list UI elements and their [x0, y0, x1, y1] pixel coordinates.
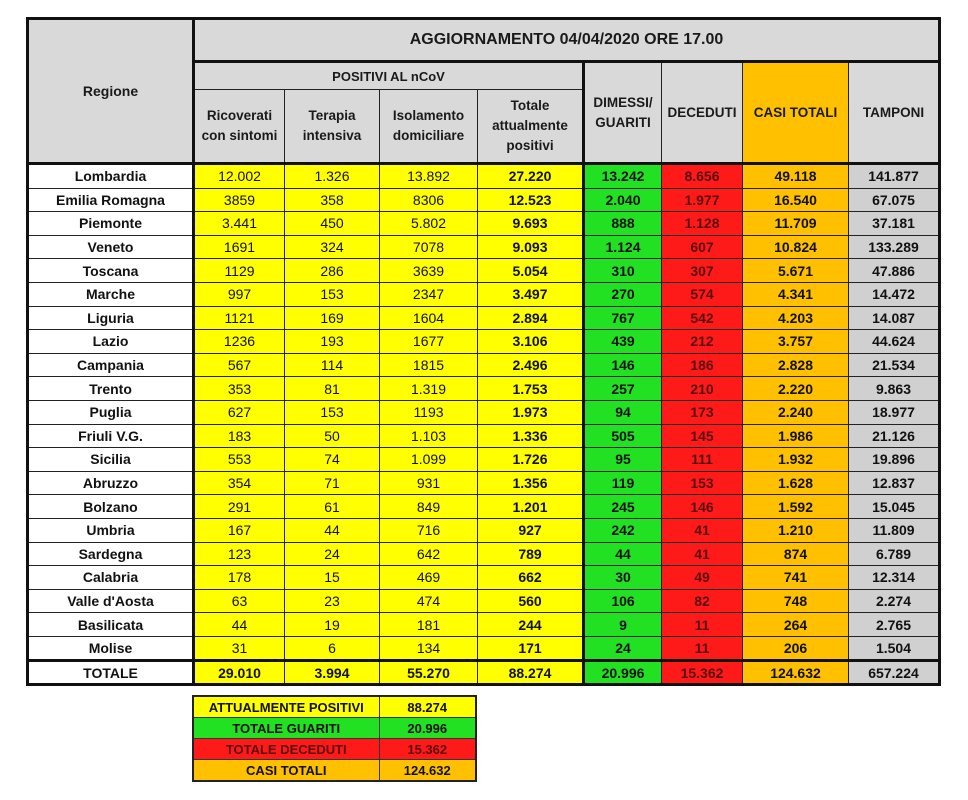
tamponi-cell: 14.087: [849, 306, 940, 330]
dimessi-cell: 270: [584, 282, 662, 306]
isolamento-cell: 5.802: [380, 212, 478, 236]
totale-deceduti-cell: 15.362: [662, 661, 743, 685]
ricoverati-cell: 12.002: [194, 164, 285, 189]
dimessi-cell: 439: [584, 330, 662, 354]
dimessi-cell: 119: [584, 471, 662, 495]
isolamento-cell: 134: [380, 636, 478, 661]
terapia-cell: 50: [285, 424, 380, 448]
totale-positivi-cell: 12.523: [478, 188, 584, 212]
isolamento-cell: 1677: [380, 330, 478, 354]
isolamento-cell: 849: [380, 495, 478, 519]
dimessi-cell: 94: [584, 400, 662, 424]
region-cell: Campania: [28, 353, 194, 377]
tamponi-cell: 1.504: [849, 636, 940, 661]
region-cell: Bolzano: [28, 495, 194, 519]
table-row: [28, 613, 940, 637]
totale-positivi-cell: 2.496: [478, 353, 584, 377]
isolamento-cell: 642: [380, 542, 478, 566]
tamponi-cell: 67.075: [849, 188, 940, 212]
region-cell: Lazio: [28, 330, 194, 354]
totale-positivi-cell: 1.973: [478, 400, 584, 424]
casi-totali-cell: 1.986: [743, 424, 849, 448]
region-column-header: Regione: [28, 19, 194, 164]
isolamento-cell: 3639: [380, 259, 478, 283]
tamponi-column-header: TAMPONI: [849, 62, 940, 164]
casi-totali-cell: 874: [743, 542, 849, 566]
summary-label: ATTUALMENTE POSITIVI: [193, 696, 379, 718]
dimessi-column-header: DIMESSI/ GUARITI: [584, 62, 662, 164]
terapia-cell: 74: [285, 448, 380, 472]
deceduti-column-header: DECEDUTI: [662, 62, 743, 164]
casi-totali-cell: 4.341: [743, 282, 849, 306]
totale-positivi-cell: 2.894: [478, 306, 584, 330]
dimessi-cell: 2.040: [584, 188, 662, 212]
terapia-cell: 358: [285, 188, 380, 212]
dimessi-cell: 106: [584, 589, 662, 613]
totale-totale-positivi-cell: 88.274: [478, 661, 584, 685]
summary-body: [193, 696, 476, 781]
dimessi-cell: 1.124: [584, 235, 662, 259]
region-cell: Lombardia: [28, 164, 194, 189]
tamponi-cell: 37.181: [849, 212, 940, 236]
table-row: [28, 471, 940, 495]
casi-totali-cell: 4.203: [743, 306, 849, 330]
ricoverati-cell: 3.441: [194, 212, 285, 236]
summary-value: 124.632: [379, 760, 476, 782]
totale-region-cell: TOTALE: [28, 661, 194, 685]
deceduti-cell: 8.656: [662, 164, 743, 189]
terapia-cell: 44: [285, 518, 380, 542]
totale-dimessi-cell: 20.996: [584, 661, 662, 685]
ricoverati-cell: 354: [194, 471, 285, 495]
deceduti-cell: 41: [662, 542, 743, 566]
summary-row: [193, 739, 476, 760]
totale-positivi-cell: 1.201: [478, 495, 584, 519]
casi-totali-column-header: CASI TOTALI: [743, 62, 849, 164]
terapia-cell: 15: [285, 566, 380, 590]
casi-totali-cell: 49.118: [743, 164, 849, 189]
totale-positivi-cell: 27.220: [478, 164, 584, 189]
terapia-cell: 450: [285, 212, 380, 236]
isolamento-cell: 1815: [380, 353, 478, 377]
table-row: [28, 542, 940, 566]
summary-value: 88.274: [379, 696, 476, 718]
region-cell: Sicilia: [28, 448, 194, 472]
terapia-cell: 24: [285, 542, 380, 566]
isolamento-cell: 716: [380, 518, 478, 542]
deceduti-cell: 11: [662, 613, 743, 637]
totale-positivi-cell: 5.054: [478, 259, 584, 283]
ricoverati-cell: 123: [194, 542, 285, 566]
summary-label: TOTALE GUARITI: [193, 718, 379, 739]
summary-row: [193, 696, 476, 718]
tamponi-cell: 19.896: [849, 448, 940, 472]
summary-label: CASI TOTALI: [193, 760, 379, 782]
terapia-cell: 81: [285, 377, 380, 401]
dimessi-cell: 242: [584, 518, 662, 542]
summary-value: 15.362: [379, 739, 476, 760]
dimessi-cell: 30: [584, 566, 662, 590]
terapia-cell: 23: [285, 589, 380, 613]
deceduti-cell: 1.128: [662, 212, 743, 236]
ricoverati-cell: 63: [194, 589, 285, 613]
region-cell: Basilicata: [28, 613, 194, 637]
deceduti-cell: 574: [662, 282, 743, 306]
table-row: [28, 636, 940, 661]
ricoverati-cell: 1121: [194, 306, 285, 330]
dimessi-cell: 24: [584, 636, 662, 661]
ricoverati-cell: 1691: [194, 235, 285, 259]
region-cell: Toscana: [28, 259, 194, 283]
summary-row: [193, 760, 476, 782]
summary-value: 20.996: [379, 718, 476, 739]
summary-table: [192, 695, 477, 782]
totale-positivi-cell: 789: [478, 542, 584, 566]
region-cell: Puglia: [28, 400, 194, 424]
isolamento-cell: 474: [380, 589, 478, 613]
terapia-cell: 193: [285, 330, 380, 354]
tamponi-cell: 21.534: [849, 353, 940, 377]
ricoverati-cell: 553: [194, 448, 285, 472]
deceduti-cell: 11: [662, 636, 743, 661]
deceduti-cell: 542: [662, 306, 743, 330]
table-row: [28, 353, 940, 377]
table-row: [28, 377, 940, 401]
casi-totali-cell: 206: [743, 636, 849, 661]
isolamento-cell: 1.103: [380, 424, 478, 448]
table-row: [28, 518, 940, 542]
dimessi-cell: 95: [584, 448, 662, 472]
tamponi-cell: 47.886: [849, 259, 940, 283]
deceduti-cell: 145: [662, 424, 743, 448]
deceduti-cell: 1.977: [662, 188, 743, 212]
isolamento-column-header: Isolamento domiciliare: [380, 90, 478, 164]
terapia-cell: 153: [285, 400, 380, 424]
table-row: [28, 448, 940, 472]
deceduti-cell: 146: [662, 495, 743, 519]
dimessi-cell: 505: [584, 424, 662, 448]
dimessi-cell: 310: [584, 259, 662, 283]
deceduti-cell: 111: [662, 448, 743, 472]
casi-totali-cell: 3.757: [743, 330, 849, 354]
deceduti-cell: 173: [662, 400, 743, 424]
ricoverati-cell: 183: [194, 424, 285, 448]
terapia-cell: 153: [285, 282, 380, 306]
isolamento-cell: 1.099: [380, 448, 478, 472]
ricoverati-cell: 997: [194, 282, 285, 306]
casi-totali-cell: 264: [743, 613, 849, 637]
dimessi-cell: 146: [584, 353, 662, 377]
terapia-cell: 71: [285, 471, 380, 495]
region-cell: Emilia Romagna: [28, 188, 194, 212]
ricoverati-cell: 3859: [194, 188, 285, 212]
ricoverati-cell: 44: [194, 613, 285, 637]
totale-positivi-column-header: Totale attualmente positivi: [478, 90, 584, 164]
terapia-cell: 114: [285, 353, 380, 377]
dimessi-cell: 9: [584, 613, 662, 637]
terapia-cell: 169: [285, 306, 380, 330]
isolamento-cell: 2347: [380, 282, 478, 306]
tamponi-cell: 11.809: [849, 518, 940, 542]
summary-row: [193, 718, 476, 739]
dimessi-cell: 888: [584, 212, 662, 236]
ricoverati-cell: 178: [194, 566, 285, 590]
ricoverati-cell: 1236: [194, 330, 285, 354]
isolamento-cell: 1193: [380, 400, 478, 424]
isolamento-cell: 181: [380, 613, 478, 637]
casi-totali-cell: 741: [743, 566, 849, 590]
table-body: [28, 164, 940, 685]
region-cell: Friuli V.G.: [28, 424, 194, 448]
deceduti-cell: 82: [662, 589, 743, 613]
tamponi-cell: 14.472: [849, 282, 940, 306]
ricoverati-cell: 31: [194, 636, 285, 661]
tamponi-cell: 9.863: [849, 377, 940, 401]
region-cell: Molise: [28, 636, 194, 661]
positivi-group-header: POSITIVI AL nCoV: [194, 62, 584, 90]
dimessi-cell: 13.242: [584, 164, 662, 189]
region-cell: Piemonte: [28, 212, 194, 236]
isolamento-cell: 469: [380, 566, 478, 590]
terapia-cell: 6: [285, 636, 380, 661]
tamponi-cell: 15.045: [849, 495, 940, 519]
region-cell: Abruzzo: [28, 471, 194, 495]
table-row: [28, 566, 940, 590]
region-cell: Valle d'Aosta: [28, 589, 194, 613]
isolamento-cell: 1.319: [380, 377, 478, 401]
tamponi-cell: 2.274: [849, 589, 940, 613]
totale-casi-totali-cell: 124.632: [743, 661, 849, 685]
isolamento-cell: 8306: [380, 188, 478, 212]
tamponi-cell: 141.877: [849, 164, 940, 189]
table-row: [28, 306, 940, 330]
region-cell: Umbria: [28, 518, 194, 542]
tamponi-cell: 44.624: [849, 330, 940, 354]
isolamento-cell: 13.892: [380, 164, 478, 189]
region-cell: Liguria: [28, 306, 194, 330]
totale-tamponi-cell: 657.224: [849, 661, 940, 685]
casi-totali-cell: 748: [743, 589, 849, 613]
casi-totali-cell: 2.220: [743, 377, 849, 401]
table-row: [28, 188, 940, 212]
ricoverati-column-header: Ricoverati con sintomi: [194, 90, 285, 164]
table-row: [28, 495, 940, 519]
ricoverati-cell: 167: [194, 518, 285, 542]
totale-positivi-cell: 1.336: [478, 424, 584, 448]
dimessi-cell: 245: [584, 495, 662, 519]
table-row: [28, 330, 940, 354]
tamponi-cell: 6.789: [849, 542, 940, 566]
isolamento-cell: 7078: [380, 235, 478, 259]
totale-positivi-cell: 927: [478, 518, 584, 542]
table-row: [28, 259, 940, 283]
terapia-cell: 1.326: [285, 164, 380, 189]
terapia-cell: 286: [285, 259, 380, 283]
region-cell: Veneto: [28, 235, 194, 259]
ricoverati-cell: 567: [194, 353, 285, 377]
ricoverati-cell: 1129: [194, 259, 285, 283]
deceduti-cell: 307: [662, 259, 743, 283]
deceduti-cell: 41: [662, 518, 743, 542]
tamponi-cell: 12.837: [849, 471, 940, 495]
totale-positivi-cell: 9.093: [478, 235, 584, 259]
ricoverati-cell: 353: [194, 377, 285, 401]
table-row: [28, 282, 940, 306]
ricoverati-cell: 627: [194, 400, 285, 424]
deceduti-cell: 212: [662, 330, 743, 354]
totale-ricoverati-cell: 29.010: [194, 661, 285, 685]
covid-regions-table: [26, 17, 941, 686]
totale-positivi-cell: 560: [478, 589, 584, 613]
region-cell: Calabria: [28, 566, 194, 590]
deceduti-cell: 607: [662, 235, 743, 259]
tamponi-cell: 21.126: [849, 424, 940, 448]
totale-row: [28, 661, 940, 685]
isolamento-cell: 931: [380, 471, 478, 495]
dimessi-cell: 767: [584, 306, 662, 330]
region-cell: Sardegna: [28, 542, 194, 566]
totale-positivi-cell: 3.106: [478, 330, 584, 354]
terapia-cell: 324: [285, 235, 380, 259]
tamponi-cell: 133.289: [849, 235, 940, 259]
ricoverati-cell: 291: [194, 495, 285, 519]
update-title: AGGIORNAMENTO 04/04/2020 ORE 17.00: [194, 19, 940, 62]
casi-totali-cell: 1.628: [743, 471, 849, 495]
region-cell: Trento: [28, 377, 194, 401]
totale-positivi-cell: 1.726: [478, 448, 584, 472]
deceduti-cell: 186: [662, 353, 743, 377]
table-row: [28, 164, 940, 189]
tamponi-cell: 18.977: [849, 400, 940, 424]
deceduti-cell: 49: [662, 566, 743, 590]
table-row: [28, 424, 940, 448]
casi-totali-cell: 2.828: [743, 353, 849, 377]
region-cell: Marche: [28, 282, 194, 306]
totale-positivi-cell: 1.753: [478, 377, 584, 401]
totale-positivi-cell: 3.497: [478, 282, 584, 306]
totale-isolamento-cell: 55.270: [380, 661, 478, 685]
tamponi-cell: 2.765: [849, 613, 940, 637]
terapia-cell: 61: [285, 495, 380, 519]
dimessi-cell: 44: [584, 542, 662, 566]
tamponi-cell: 12.314: [849, 566, 940, 590]
totale-terapia-cell: 3.994: [285, 661, 380, 685]
isolamento-cell: 1604: [380, 306, 478, 330]
totale-positivi-cell: 1.356: [478, 471, 584, 495]
casi-totali-cell: 5.671: [743, 259, 849, 283]
casi-totali-cell: 11.709: [743, 212, 849, 236]
terapia-column-header: Terapia intensiva: [285, 90, 380, 164]
casi-totali-cell: 16.540: [743, 188, 849, 212]
table-row: [28, 400, 940, 424]
terapia-cell: 19: [285, 613, 380, 637]
deceduti-cell: 153: [662, 471, 743, 495]
dimessi-cell: 257: [584, 377, 662, 401]
casi-totali-cell: 10.824: [743, 235, 849, 259]
casi-totali-cell: 1.210: [743, 518, 849, 542]
summary-label: TOTALE DECEDUTI: [193, 739, 379, 760]
casi-totali-cell: 1.592: [743, 495, 849, 519]
table-row: [28, 235, 940, 259]
totale-positivi-cell: 244: [478, 613, 584, 637]
casi-totali-cell: 1.932: [743, 448, 849, 472]
casi-totali-cell: 2.240: [743, 400, 849, 424]
totale-positivi-cell: 9.693: [478, 212, 584, 236]
deceduti-cell: 210: [662, 377, 743, 401]
totale-positivi-cell: 662: [478, 566, 584, 590]
table-row: [28, 589, 940, 613]
totale-positivi-cell: 171: [478, 636, 584, 661]
table-row: [28, 212, 940, 236]
